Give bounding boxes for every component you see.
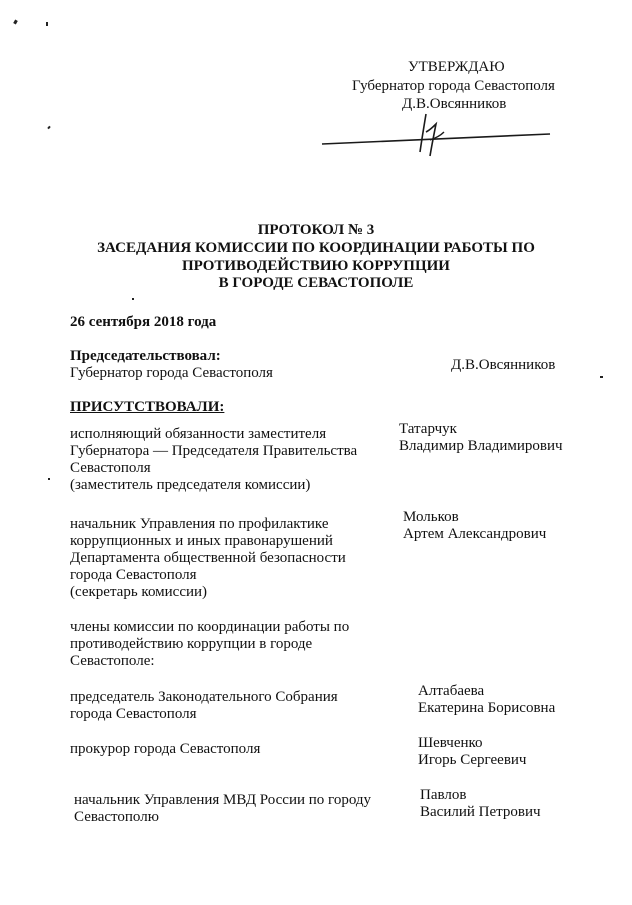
member-given-names: Владимир Владимирович [399,438,563,454]
protocol-title-line: ПРОТИВОДЕЙСТВИЮ КОРРУПЦИИ [182,258,450,274]
scan-speck [600,376,603,378]
scan-speck [48,478,50,480]
member-role-line: исполняющий обязанности заместителя [70,426,327,442]
member-given-names: Екатерина Борисовна [418,700,556,716]
member-given-names: Игорь Сергеевич [418,752,527,768]
chair-name: Д.В.Овсянников [451,357,556,373]
scan-speck [47,126,50,130]
approval-word: УТВЕРЖДАЮ [408,59,505,75]
members-heading-line: члены комиссии по координации работы по [70,619,350,635]
member-role-line: города Севастополя [70,706,197,722]
member-surname: Алтабаева [418,683,485,699]
approval-name: Д.В.Овсянников [402,96,507,112]
member-role-line: Губернатора — Председателя Правительства [70,443,358,459]
protocol-number: ПРОТОКОЛ № 3 [257,222,375,238]
member-role-line: Севастополю [74,809,159,825]
chair-label: Председательствовал: [70,348,221,364]
approval-position: Губернатор города Севастополя [352,78,555,94]
member-role-line: председатель Законодательного Собрания [70,689,338,705]
members-heading-line: Севастополе: [70,653,155,669]
member-role-line: начальник Управления по профилактике [70,516,329,532]
member-role-line: (секретарь комиссии) [70,584,208,600]
chair-position: Губернатор города Севастополя [70,365,273,381]
scan-speck [46,22,48,26]
member-given-names: Василий Петрович [420,804,541,820]
member-surname: Шевченко [418,735,483,751]
member-role-line: начальник Управления МВД России по городу [74,792,372,808]
member-surname: Татарчук [399,421,457,437]
member-role-line: Департамента общественной безопасности [70,550,346,566]
scan-speck [13,20,18,25]
member-surname: Мольков [403,509,459,525]
members-heading-line: противодействию коррупции в городе [70,636,313,652]
protocol-title-line: ЗАСЕДАНИЯ КОМИССИИ ПО КООРДИНАЦИИ РАБОТЫ ПО [97,240,535,256]
member-role-line: прокурор города Севастополя [70,741,261,757]
meeting-date: 26 сентября 2018 года [70,314,217,330]
member-surname: Павлов [420,787,467,803]
member-role-line: Севастополя [70,460,151,476]
member-role-line: (заместитель председателя комиссии) [70,477,311,493]
member-given-names: Артем Александрович [403,526,547,542]
present-heading: ПРИСУТСТВОВАЛИ: [70,399,225,415]
member-role-line: коррупционных и иных правонарушений [70,533,333,549]
signature-image [320,108,560,160]
member-role-line: города Севастополя [70,567,197,583]
scan-speck [132,298,134,300]
protocol-title-line: В ГОРОДЕ СЕВАСТОПОЛЕ [218,275,414,291]
